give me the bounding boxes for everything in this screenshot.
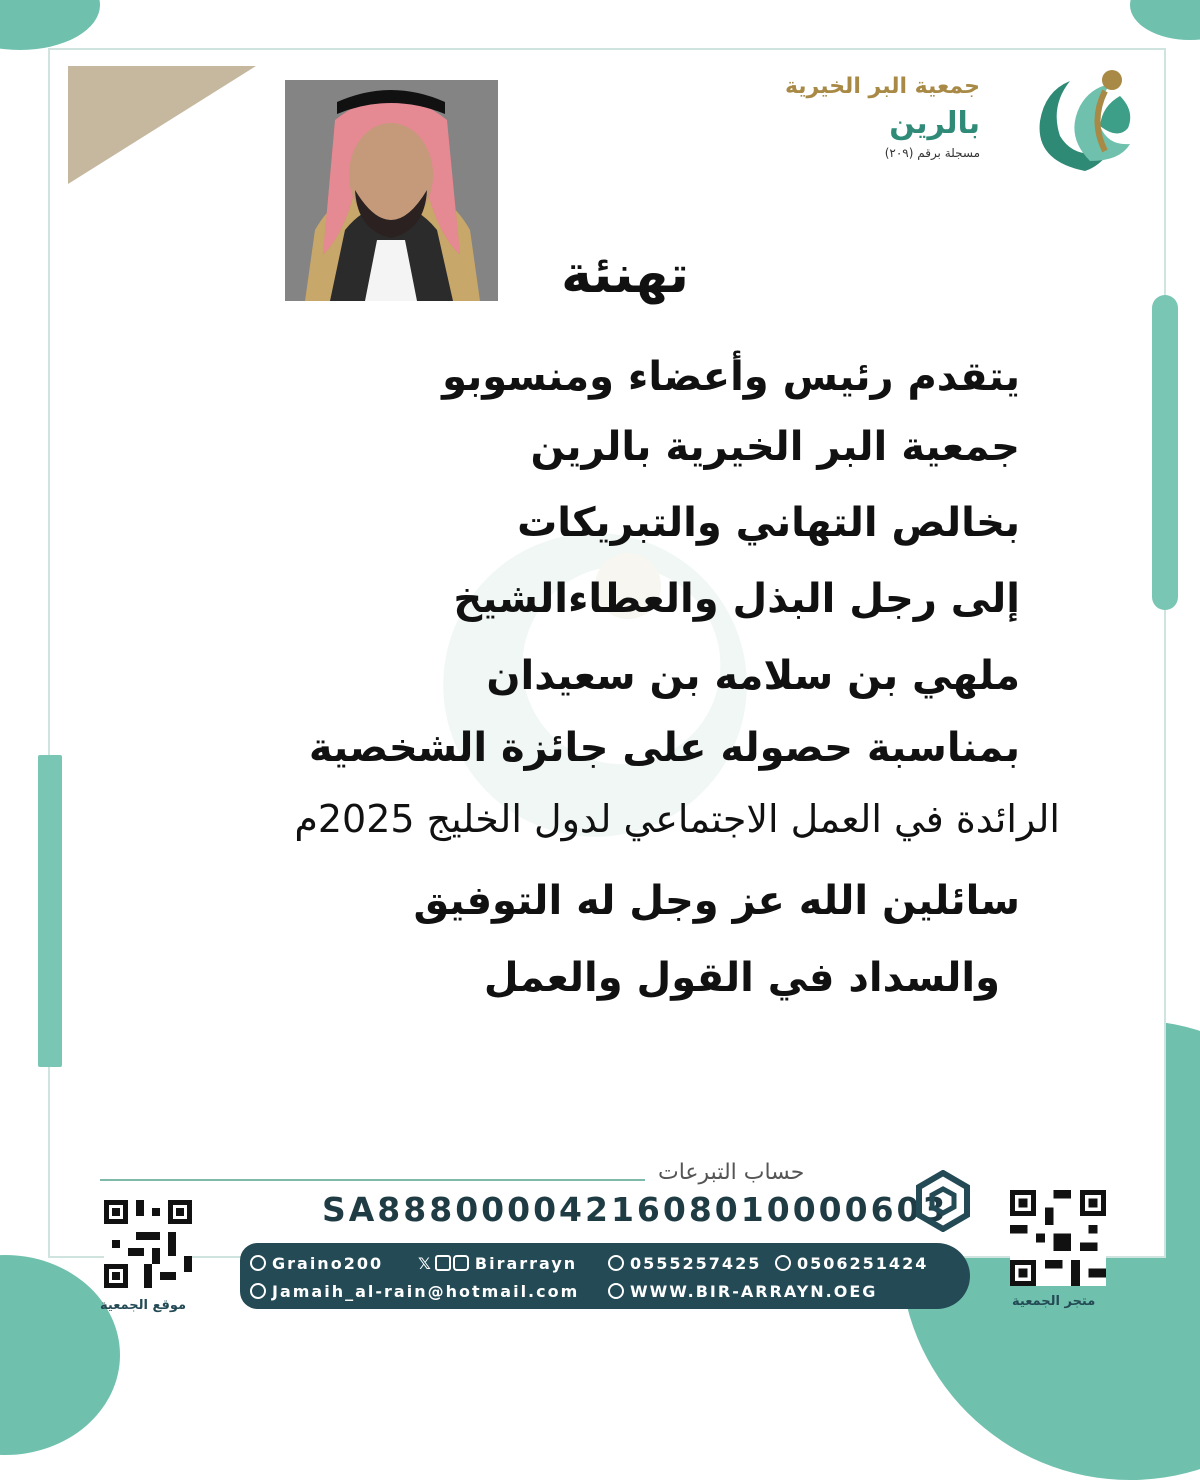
corner-blob-top-left [0,0,100,50]
donations-label: حساب التبرعات [658,1160,805,1185]
donations-divider [100,1179,645,1181]
qr-code-website [104,1200,192,1288]
social-handle: Birarrayn [474,1254,578,1273]
message-line-1: يتقدم رئيس وأعضاء ومنسوبو [442,354,1020,400]
website-contact [608,1282,877,1301]
instagram-icon [453,1255,469,1271]
message-line-8: سائلين الله عز وجل له التوفيق [413,878,1020,924]
snapchat-handle: Graino200 [272,1254,384,1273]
snapchat-contact [250,1254,383,1273]
corner-triangle-decoration [68,66,258,186]
message-line-3: بخالص التهاني والتبريكات [517,500,1020,546]
social-contact [418,1254,577,1273]
org-place: بالرين [889,106,980,141]
phone-number-2: 0506251424 [797,1254,929,1273]
corner-blob-bottom-left [0,1255,120,1455]
qr-website-caption: موقع الجمعية [100,1298,187,1313]
org-logo [784,66,1140,176]
x-icon: 𝕏 [418,1254,433,1273]
phone-contact-2 [775,1254,928,1273]
facebook-icon [435,1255,451,1271]
website-url: WWW.BIR-ARRAYN.OEG [630,1282,878,1301]
globe-icon [608,1283,624,1299]
snapchat-icon [250,1255,266,1271]
phone-contact-1 [608,1254,761,1273]
bank-logo-icon [912,1170,974,1232]
message-line-2: جمعية البر الخيرية بالرين [530,424,1020,470]
org-registration: مسجلة برقم (٢٠٩) [884,146,980,160]
message-line-9: والسداد في القول والعمل [483,955,1000,1001]
email-contact [250,1282,579,1301]
org-name: جمعية البر الخيرية [784,74,980,99]
page-title: تهنئة [561,245,689,305]
phone-number-1: 0555257425 [630,1254,762,1273]
whatsapp-icon [775,1255,791,1271]
left-accent-bar [38,755,62,1067]
iban-number: SA8880000421608010000603 [322,1190,949,1229]
email-address: Jamaih_al-rain@hotmail.com [272,1282,580,1301]
contact-bar [240,1243,970,1309]
message-line-6: بمناسبة حصوله على جائزة الشخصية [308,725,1020,771]
qr-code-store [1010,1190,1106,1286]
phone-icon [608,1255,624,1271]
message-line-5: ملهي بن سلامه بن سعيدان [486,653,1020,699]
message-line-4: إلى رجل البذل والعطاءالشيخ [453,576,1020,622]
message-line-7: الرائدة في العمل الاجتماعي لدول الخليج 2025م [294,797,1060,841]
qr-store-caption: متجر الجمعية [1012,1294,1096,1309]
email-icon [250,1283,266,1299]
org-emblem-icon [1030,66,1140,176]
corner-blob-top-right [1130,0,1200,40]
right-accent-bar [1152,295,1178,610]
